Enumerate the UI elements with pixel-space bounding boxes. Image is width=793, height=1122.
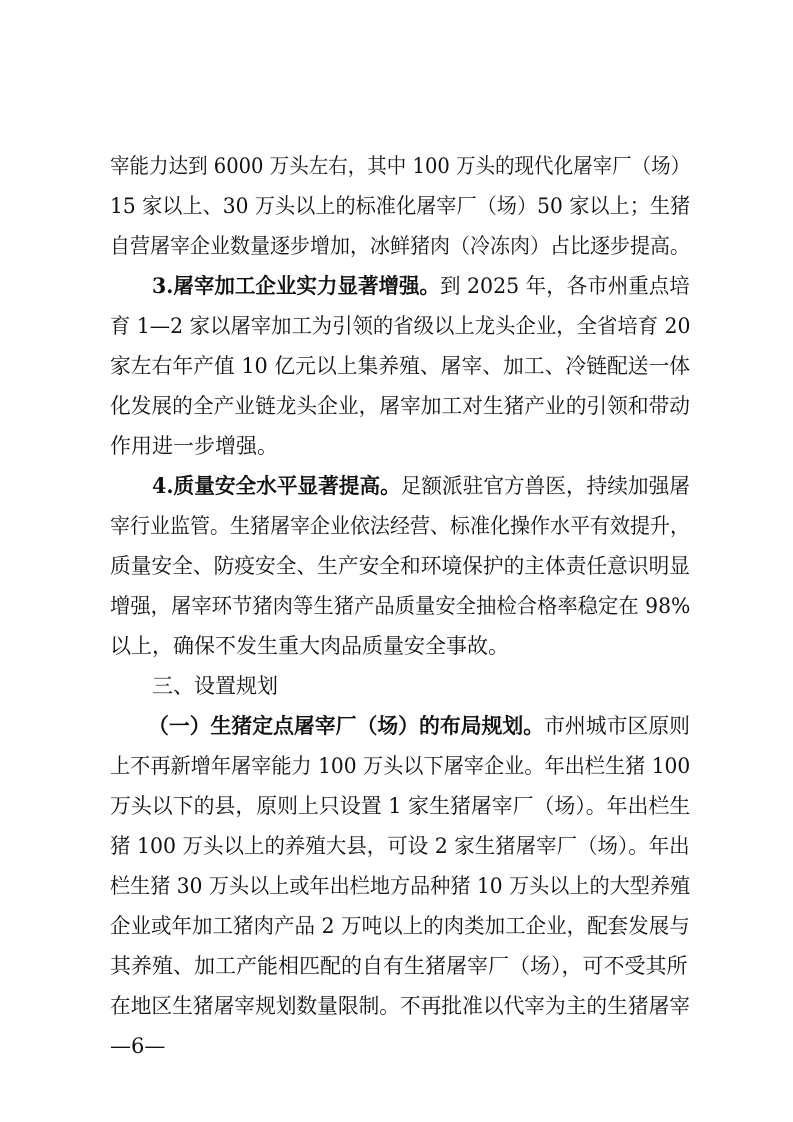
paragraph-line — [0, 986, 793, 1026]
paragraph-line — [0, 506, 793, 546]
paragraph-line — [0, 626, 793, 666]
text-segment: 育 1—2 家以屠宰加工为引领的省级以上龙头企业，全省培育 20 — [110, 314, 691, 338]
text-segment: 市州城市区原则 — [544, 714, 691, 738]
text-segment: 其养殖、加工产能相匹配的自有生猪屠宰厂（场），可不受其所 — [110, 954, 688, 978]
section-heading: （一）生猪定点屠宰厂（场）的布局规划。 — [148, 713, 545, 738]
paragraph-line — [0, 426, 793, 466]
text-segment: 猪 100 万头以上的养殖大县，可设 2 家生猪屠宰厂（场）。年出 — [110, 834, 690, 858]
text-segment: 宰行业监管。生猪屠宰企业依法经营、标准化操作水平有效提升， — [110, 514, 691, 538]
text-segment: 上不再新增年屠宰能力 100 万头以下屠宰企业。年出栏生猪 100 — [110, 754, 691, 778]
paragraph-line — [0, 746, 793, 786]
text-segment: 15 家以上、30 万头以上的标准化屠宰厂（场）50 家以上；生猪 — [110, 194, 691, 218]
paragraph-line — [0, 266, 793, 306]
heading-inline — [152, 266, 690, 306]
text-segment: 企业或年加工猪肉产品 2 万吨以上的肉类加工企业，配套发展与 — [110, 914, 690, 938]
text-segment: 家左右年产值 10 亿元以上集养殖、屠宰、加工、冷链配送一体 — [110, 354, 691, 378]
paragraph-line — [0, 866, 793, 906]
text-segment: 足额派驻官方兽医，持续加强屠 — [400, 474, 690, 498]
text-segment: 自营屠宰企业数量逐步增加，冰鲜猪肉（冷冻肉）占比逐步提高。 — [110, 234, 691, 258]
paragraph-line — [0, 146, 793, 186]
text-segment: 万头以下的县，原则上只设置 1 家生猪屠宰厂（场）。年出栏生 — [110, 794, 691, 818]
text-segment: 以上，确保不发生重大肉品质量安全事故。 — [110, 634, 509, 658]
text-segment: 化发展的全产业链龙头企业，屠宰加工对生猪产业的引领和带动 — [110, 394, 691, 418]
paragraph-line — [0, 906, 793, 946]
text-segment: 宰能力达到 6000 万头左右，其中 100 万头的现代化屠宰厂（场） — [110, 154, 691, 178]
paragraph-line — [0, 786, 793, 826]
text-segment: 质量安全、防疫安全、生产安全和环境保护的主体责任意识明显 — [110, 554, 691, 578]
paragraph-line — [0, 386, 793, 426]
text-segment: 作用进一步增强。 — [110, 434, 278, 458]
heading-inline — [148, 706, 690, 746]
paragraph-line — [0, 946, 793, 986]
text-segment: 增强，屠宰环节猪肉等生猪产品质量安全抽检合格率稳定在 98% — [110, 594, 691, 618]
section-heading: 3.屠宰加工企业实力显著增强。 — [152, 273, 440, 298]
section-heading: 4.质量安全水平显著提高。 — [152, 473, 401, 498]
text-segment: 栏生猪 30 万头以上或年出栏地方品种猪 10 万头以上的大型养殖 — [110, 874, 691, 898]
paragraph-line — [0, 226, 793, 266]
paragraph-line — [0, 826, 793, 866]
paragraph-line — [0, 586, 793, 626]
text-segment: 到 2025 年，各市州重点培 — [439, 274, 690, 298]
paragraph-line — [0, 306, 793, 346]
chapter-heading: 三、设置规划 — [152, 674, 278, 698]
paragraph-line — [0, 666, 793, 706]
paragraph-line — [0, 546, 793, 586]
paragraph-line — [0, 186, 793, 226]
paragraph-line — [0, 466, 793, 506]
page-number: —6— — [110, 1034, 166, 1058]
heading-inline — [152, 466, 690, 506]
paragraph-line — [0, 346, 793, 386]
paragraph-line — [0, 706, 793, 746]
text-segment: 在地区生猪屠宰规划数量限制。不再批准以代宰为主的生猪屠宰 — [110, 994, 691, 1018]
